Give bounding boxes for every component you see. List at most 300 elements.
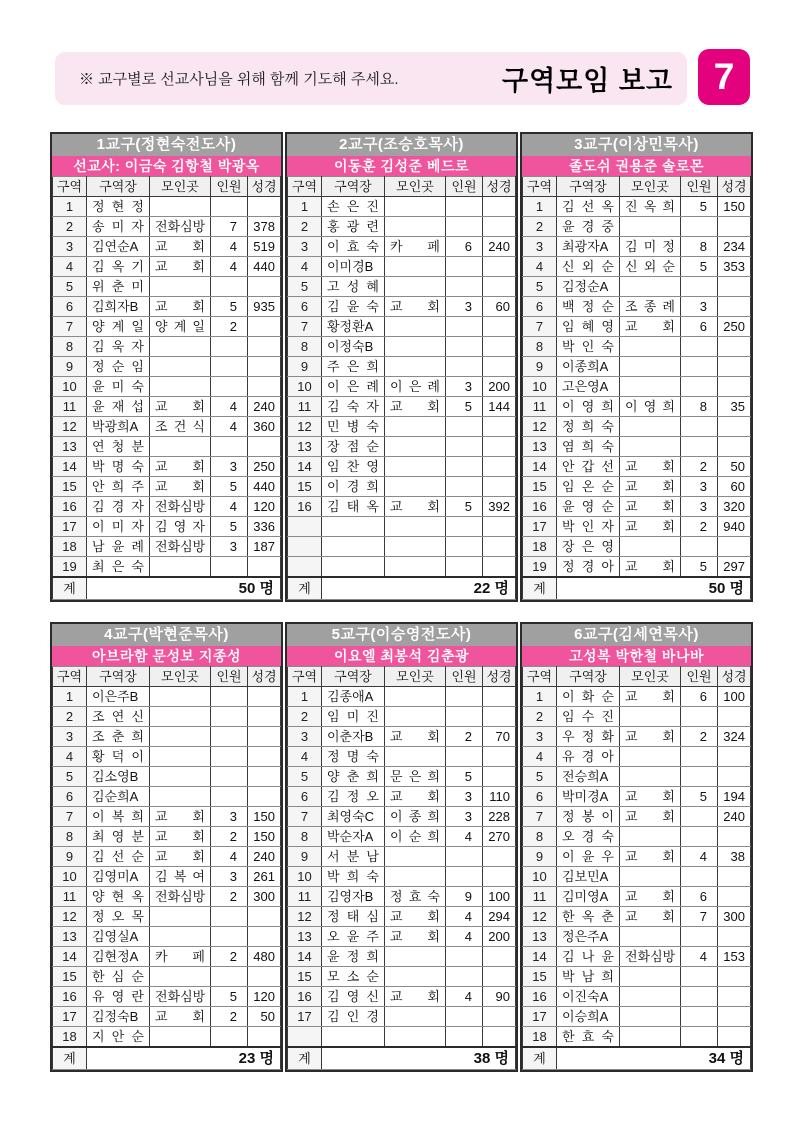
cell-count (446, 557, 483, 578)
cell-place (620, 927, 681, 947)
cell-district-no: 2 (53, 707, 87, 727)
cell-bible: 144 (483, 397, 516, 417)
table-row (53, 217, 281, 237)
cell-count (446, 437, 483, 457)
cell-leader: 이종희A (557, 357, 620, 377)
cell-leader: 정 현 정 (87, 197, 150, 217)
cell-place: 교 회 (620, 847, 681, 867)
cell-count: 6 (681, 687, 718, 707)
table-row (53, 887, 281, 907)
table-row (523, 377, 751, 397)
cell-district-no: 9 (288, 847, 322, 867)
cell-place: 교 회 (620, 907, 681, 927)
cell-district-no: 14 (523, 947, 557, 967)
cell-place (620, 377, 681, 397)
column-header-count: 인원 (211, 667, 248, 687)
cell-bible: 90 (483, 987, 516, 1007)
cell-count: 7 (681, 907, 718, 927)
cell-place (620, 277, 681, 297)
cell-district-no: 10 (288, 377, 322, 397)
cell-district-no: 8 (53, 337, 87, 357)
total-value: 38 명 (322, 1047, 516, 1070)
cell-district-no: 3 (523, 727, 557, 747)
cell-district-no: 1 (288, 197, 322, 217)
cell-count: 5 (446, 767, 483, 787)
cell-bible: 300 (248, 887, 281, 907)
cell-bible (483, 477, 516, 497)
table-row (523, 457, 751, 477)
column-header-place: 모인곳 (620, 177, 681, 197)
cell-district-no: 3 (288, 727, 322, 747)
total-value: 50 명 (557, 577, 751, 600)
column-header-count: 인원 (446, 177, 483, 197)
column-header-bible: 성경 (483, 177, 516, 197)
cell-district-no: 13 (288, 927, 322, 947)
cell-count: 2 (681, 727, 718, 747)
cell-district-no: 2 (523, 707, 557, 727)
cell-district-no: 14 (53, 947, 87, 967)
district-data-table (522, 666, 751, 1070)
cell-leader: 안 갑 선 (557, 457, 620, 477)
cell-place (150, 357, 211, 377)
cell-bible (483, 437, 516, 457)
cell-leader: 이 경 희 (322, 477, 385, 497)
cell-bible: 100 (483, 887, 516, 907)
table-row (288, 357, 516, 377)
cell-leader: 김미영A (557, 887, 620, 907)
cell-leader: 염 희 숙 (557, 437, 620, 457)
table-row (288, 1007, 516, 1027)
table-row (53, 947, 281, 967)
table-row (288, 457, 516, 477)
cell-leader: 서 분 남 (322, 847, 385, 867)
cell-leader: 신 외 순 (557, 257, 620, 277)
cell-leader: 윤 경 중 (557, 217, 620, 237)
cell-district-no: 13 (53, 437, 87, 457)
cell-leader: 고 성 혜 (322, 277, 385, 297)
cell-bible: 150 (718, 197, 751, 217)
cell-place: 교 회 (385, 397, 446, 417)
cell-place (150, 787, 211, 807)
cell-place (620, 537, 681, 557)
cell-place (620, 217, 681, 237)
cell-bible: 60 (718, 477, 751, 497)
cell-place: 진 옥 희 (620, 197, 681, 217)
cell-district-no: 4 (288, 257, 322, 277)
cell-place (620, 747, 681, 767)
table-row (288, 867, 516, 887)
table-row (288, 497, 516, 517)
table-missionaries: 고성복 박한철 바나바 (522, 646, 751, 666)
cell-bible: 234 (718, 237, 751, 257)
cell-district-no: 17 (53, 1007, 87, 1027)
cell-count (211, 337, 248, 357)
cell-bible (483, 517, 516, 537)
cell-place: 교 회 (150, 297, 211, 317)
table-row (288, 807, 516, 827)
cell-leader: 조 춘 희 (87, 727, 150, 747)
cell-district-no: 9 (523, 357, 557, 377)
cell-leader: 이 복 희 (87, 807, 150, 827)
table-row (523, 437, 751, 457)
cell-place (150, 967, 211, 987)
cell-place: 교 회 (620, 787, 681, 807)
cell-district-no: 5 (53, 277, 87, 297)
cell-place: 전화심방 (150, 537, 211, 557)
cell-count: 3 (446, 807, 483, 827)
cell-leader: 박 희 숙 (322, 867, 385, 887)
cell-count: 3 (446, 297, 483, 317)
cell-count (211, 557, 248, 578)
cell-district-no: 15 (53, 477, 87, 497)
cell-district-no: 19 (523, 557, 557, 578)
cell-bible: 353 (718, 257, 751, 277)
table-row (53, 847, 281, 867)
cell-leader: 유 경 아 (557, 747, 620, 767)
cell-leader: 김 숙 자 (322, 397, 385, 417)
total-row (523, 577, 751, 600)
column-header-bible: 성경 (483, 667, 516, 687)
cell-leader: 박순자A (322, 827, 385, 847)
cell-count: 4 (211, 237, 248, 257)
tables-grid (50, 132, 754, 1072)
cell-bible (248, 357, 281, 377)
cell-leader: 안 희 주 (87, 477, 150, 497)
table-row (53, 537, 281, 557)
cell-district-no: 4 (53, 257, 87, 277)
cell-bible (248, 377, 281, 397)
cell-leader: 김소영B (87, 767, 150, 787)
table-row (523, 257, 751, 277)
cell-place: 교 회 (150, 847, 211, 867)
cell-count (446, 277, 483, 297)
table-row (523, 827, 751, 847)
table-row (523, 987, 751, 1007)
column-header-leader: 구역장 (322, 177, 385, 197)
cell-bible: 70 (483, 727, 516, 747)
column-header-place: 모인곳 (385, 177, 446, 197)
cell-bible: 519 (248, 237, 281, 257)
table-missionaries: 졸도쉬 권용준 솔로몬 (522, 156, 751, 176)
cell-leader: 정 희 숙 (557, 417, 620, 437)
table-row (523, 477, 751, 497)
district-table (285, 132, 518, 602)
cell-count (211, 707, 248, 727)
column-header-place: 모인곳 (620, 667, 681, 687)
table-row (288, 417, 516, 437)
cell-leader: 이 은 례 (322, 377, 385, 397)
cell-place (620, 1007, 681, 1027)
cell-bible (718, 827, 751, 847)
cell-count (681, 747, 718, 767)
cell-leader: 임 혜 영 (557, 317, 620, 337)
cell-district-no: 1 (53, 197, 87, 217)
column-header-count: 인원 (211, 177, 248, 197)
cell-place: 이 영 희 (620, 397, 681, 417)
cell-district-no: 17 (523, 517, 557, 537)
cell-leader: 양 계 일 (87, 317, 150, 337)
cell-count (446, 687, 483, 707)
cell-bible (718, 747, 751, 767)
cell-district-no: 18 (523, 537, 557, 557)
cell-count (681, 867, 718, 887)
cell-place: 교 회 (620, 477, 681, 497)
cell-bible: 150 (248, 827, 281, 847)
cell-leader: 김연순A (87, 237, 150, 257)
cell-leader: 최 은 숙 (87, 557, 150, 578)
cell-district-no: 10 (53, 377, 87, 397)
cell-bible: 50 (248, 1007, 281, 1027)
cell-place (385, 867, 446, 887)
cell-place: 교 회 (620, 497, 681, 517)
cell-bible (248, 787, 281, 807)
cell-count (446, 337, 483, 357)
cell-bible (483, 1007, 516, 1027)
cell-place (385, 517, 446, 537)
total-label: 계 (523, 577, 557, 600)
cell-place (620, 437, 681, 457)
cell-leader: 정 봉 이 (557, 807, 620, 827)
cell-count (211, 687, 248, 707)
cell-leader: 이 윤 우 (557, 847, 620, 867)
table-row (53, 557, 281, 578)
cell-bible (483, 867, 516, 887)
cell-district-no: 16 (288, 497, 322, 517)
cell-place (385, 437, 446, 457)
table-row (523, 537, 751, 557)
cell-bible: 360 (248, 417, 281, 437)
cell-leader (322, 1027, 385, 1048)
cell-count: 3 (211, 807, 248, 827)
cell-bible: 100 (718, 687, 751, 707)
district-data-table (52, 666, 281, 1070)
cell-bible (718, 707, 751, 727)
cell-leader: 정은주A (557, 927, 620, 947)
cell-leader: 정 경 아 (557, 557, 620, 578)
cell-bible (248, 927, 281, 947)
cell-place (385, 277, 446, 297)
cell-bible: 187 (248, 537, 281, 557)
table-row (53, 337, 281, 357)
table-row (53, 987, 281, 1007)
column-header-leader: 구역장 (557, 667, 620, 687)
table-row (288, 437, 516, 457)
table-row (53, 237, 281, 257)
cell-place: 교 회 (385, 907, 446, 927)
cell-district-no: 16 (53, 497, 87, 517)
cell-count: 4 (211, 417, 248, 437)
cell-count: 2 (681, 517, 718, 537)
cell-leader: 이 화 순 (557, 687, 620, 707)
column-header-district-no: 구역 (288, 667, 322, 687)
cell-bible (718, 1027, 751, 1048)
table-row (53, 967, 281, 987)
header-band (55, 52, 687, 105)
cell-count (446, 197, 483, 217)
cell-leader: 임 찬 영 (322, 457, 385, 477)
column-header-count: 인원 (446, 667, 483, 687)
cell-district-no: 1 (288, 687, 322, 707)
page-number-badge: 7 (698, 49, 750, 105)
cell-bible: 261 (248, 867, 281, 887)
cell-bible: 294 (483, 907, 516, 927)
column-header-row (523, 667, 751, 687)
cell-place: 전화심방 (620, 947, 681, 967)
column-header-row (288, 177, 516, 197)
cell-place: 조 종 례 (620, 297, 681, 317)
cell-count: 5 (681, 787, 718, 807)
cell-count (681, 987, 718, 1007)
cell-bible: 200 (483, 377, 516, 397)
cell-count (446, 867, 483, 887)
cell-bible (248, 687, 281, 707)
table-row (288, 747, 516, 767)
cell-place (150, 907, 211, 927)
cell-place: 교 회 (385, 927, 446, 947)
cell-place (385, 457, 446, 477)
cell-leader (322, 557, 385, 578)
cell-place (150, 767, 211, 787)
cell-place (385, 477, 446, 497)
table-row (288, 537, 516, 557)
table-row (288, 217, 516, 237)
cell-place (620, 827, 681, 847)
cell-count (446, 967, 483, 987)
table-row (288, 727, 516, 747)
total-label: 계 (288, 1047, 322, 1070)
cell-bible (718, 297, 751, 317)
cell-place: 교 회 (620, 457, 681, 477)
cell-count: 4 (446, 927, 483, 947)
cell-bible: 228 (483, 807, 516, 827)
cell-place: 교 회 (385, 297, 446, 317)
cell-count (211, 747, 248, 767)
cell-place (620, 767, 681, 787)
cell-district-no: 8 (523, 337, 557, 357)
cell-leader: 양 현 옥 (87, 887, 150, 907)
cell-bible (248, 277, 281, 297)
cell-bible (248, 707, 281, 727)
table-row (288, 707, 516, 727)
cell-leader: 지 안 순 (87, 1027, 150, 1048)
cell-bible: 150 (248, 807, 281, 827)
cell-place: 문 은 희 (385, 767, 446, 787)
cell-place (150, 377, 211, 397)
cell-district-no: 9 (53, 357, 87, 377)
cell-place: 교 회 (150, 807, 211, 827)
cell-leader: 김영자B (322, 887, 385, 907)
cell-district-no: 15 (523, 477, 557, 497)
cell-leader: 이정숙B (322, 337, 385, 357)
cell-district-no: 7 (523, 807, 557, 827)
cell-bible (248, 557, 281, 578)
cell-leader: 이춘자B (322, 727, 385, 747)
table-row (53, 687, 281, 707)
cell-bible: 336 (248, 517, 281, 537)
cell-district-no: 8 (288, 337, 322, 357)
cell-district-no: 3 (53, 727, 87, 747)
cell-count: 3 (211, 457, 248, 477)
cell-bible: 320 (718, 497, 751, 517)
cell-district-no: 6 (523, 297, 557, 317)
cell-place (150, 687, 211, 707)
cell-leader: 홍 광 련 (322, 217, 385, 237)
cell-count: 4 (446, 907, 483, 927)
table-row (523, 727, 751, 747)
cell-district-no: 7 (523, 317, 557, 337)
cell-leader (322, 537, 385, 557)
table-row (288, 847, 516, 867)
cell-place (385, 337, 446, 357)
cell-place (620, 967, 681, 987)
column-header-leader: 구역장 (557, 177, 620, 197)
column-header-district-no: 구역 (523, 177, 557, 197)
cell-bible: 120 (248, 497, 281, 517)
cell-count: 8 (681, 397, 718, 417)
cell-bible (248, 197, 281, 217)
cell-leader: 정 태 심 (322, 907, 385, 927)
cell-count (211, 907, 248, 927)
cell-bible: 324 (718, 727, 751, 747)
table-row (523, 557, 751, 578)
cell-place (385, 687, 446, 707)
cell-place (620, 417, 681, 437)
cell-bible (718, 437, 751, 457)
table-row (288, 987, 516, 1007)
total-label: 계 (523, 1047, 557, 1070)
cell-place: 김 미 정 (620, 237, 681, 257)
prayer-note: ※ 교구별로 선교사님을 위해 함께 기도해 주세요. (79, 71, 399, 88)
cell-bible: 153 (718, 947, 751, 967)
cell-leader: 김 경 자 (87, 497, 150, 517)
table-missionaries: 이동훈 김성준 베드로 (287, 156, 516, 176)
cell-count (681, 807, 718, 827)
cell-leader: 박광희A (87, 417, 150, 437)
table-row (523, 517, 751, 537)
cell-place (150, 747, 211, 767)
cell-place: 교 회 (620, 807, 681, 827)
district-table (285, 622, 518, 1072)
cell-count: 6 (681, 317, 718, 337)
total-row (523, 1047, 751, 1070)
table-row (288, 827, 516, 847)
cell-place (620, 987, 681, 1007)
cell-bible (483, 357, 516, 377)
cell-bible (248, 1027, 281, 1048)
cell-place (385, 707, 446, 727)
district-data-table (287, 176, 516, 600)
cell-count: 5 (681, 197, 718, 217)
cell-district-no: 4 (288, 747, 322, 767)
table-row (523, 297, 751, 317)
cell-bible (483, 947, 516, 967)
total-value: 50 명 (87, 577, 281, 600)
cell-district-no: 17 (523, 1007, 557, 1027)
cell-leader: 주 은 희 (322, 357, 385, 377)
table-body (523, 197, 751, 578)
cell-leader: 최영숙C (322, 807, 385, 827)
cell-leader: 박 인 자 (557, 517, 620, 537)
cell-place (150, 557, 211, 578)
cell-district-no: 11 (288, 397, 322, 417)
cell-place: 이 은 례 (385, 377, 446, 397)
table-missionaries: 선교사: 이금숙 김항철 박광옥 (52, 156, 281, 176)
total-row (53, 577, 281, 600)
cell-bible (483, 337, 516, 357)
table-row (53, 497, 281, 517)
cell-leader: 윤 정 희 (322, 947, 385, 967)
table-title: 2교구(조승호목사) (287, 134, 516, 156)
